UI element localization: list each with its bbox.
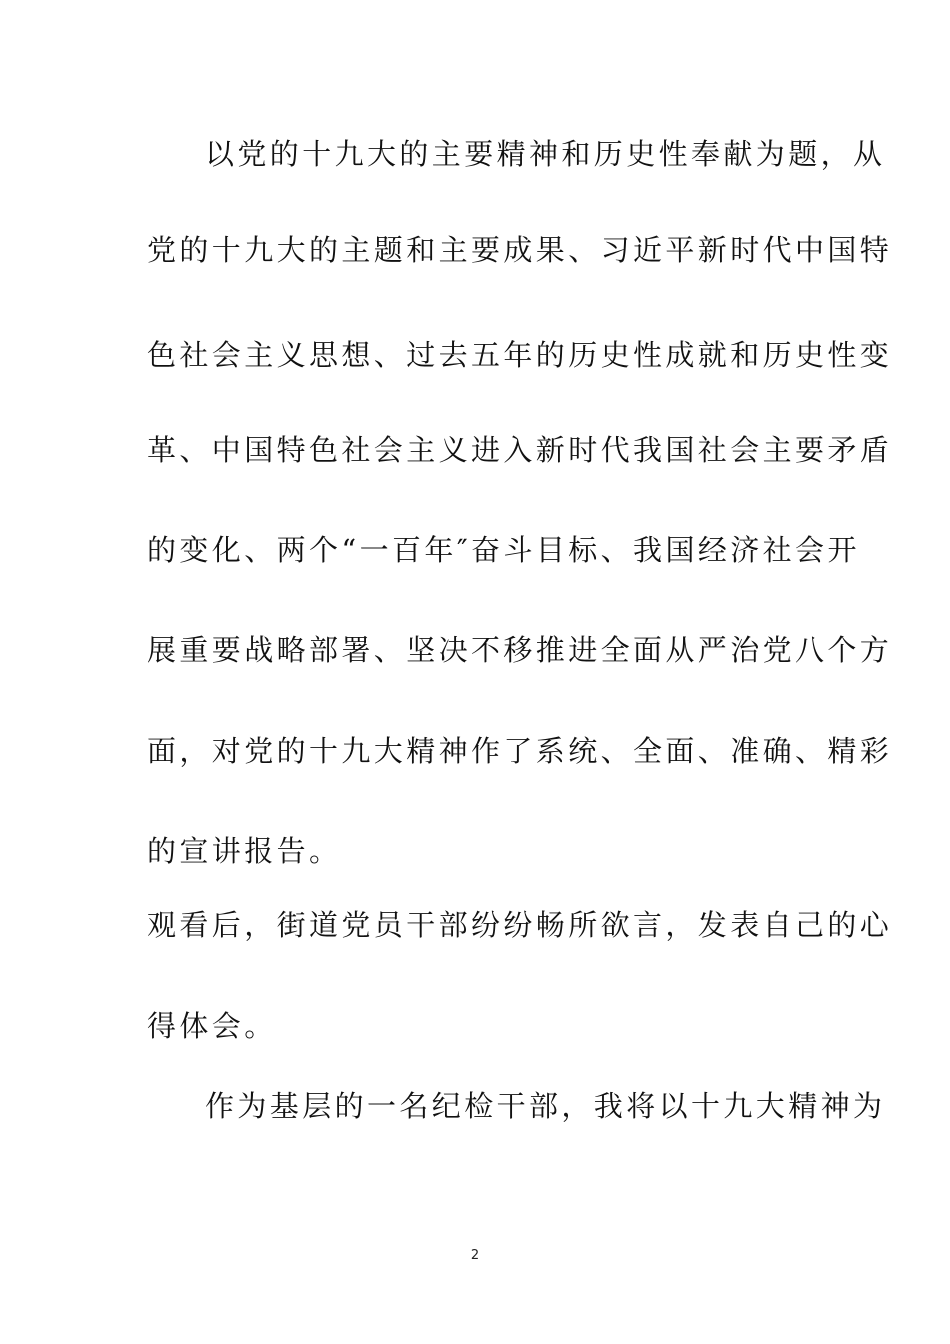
page-number: 2 (470, 1248, 480, 1263)
paragraph-line: 的变化、两个“一百年″奋斗目标、我国经济社会开 (147, 533, 860, 567)
paragraph-line: 展重要战略部署、坚决不移推进全面从严治党八个方 (147, 633, 893, 667)
paragraph-line: 作为基层的一名纪检干部，我将以十九大精神为 (205, 1089, 886, 1123)
paragraph-line: 以党的十九大的主要精神和历史性奉献为题，从 (205, 137, 886, 171)
paragraph-line: 革、中国特色社会主义进入新时代我国社会主要矛盾 (147, 433, 893, 467)
paragraph-line: 得体会。 (147, 1009, 277, 1043)
paragraph-line: 观看后，街道党员干部纷纷畅所欲言，发表自己的心 (147, 908, 893, 942)
paragraph-line: 党的十九大的主题和主要成果、习近平新时代中国特 (147, 233, 893, 267)
paragraph-line: 的宣讲报告。 (147, 834, 342, 868)
paragraph-line: 色社会主义思想、过去五年的历史性成就和历史性变 (147, 338, 893, 372)
paragraph-line: 面，对党的十九大精神作了系统、全面、准确、精彩 (147, 734, 893, 768)
